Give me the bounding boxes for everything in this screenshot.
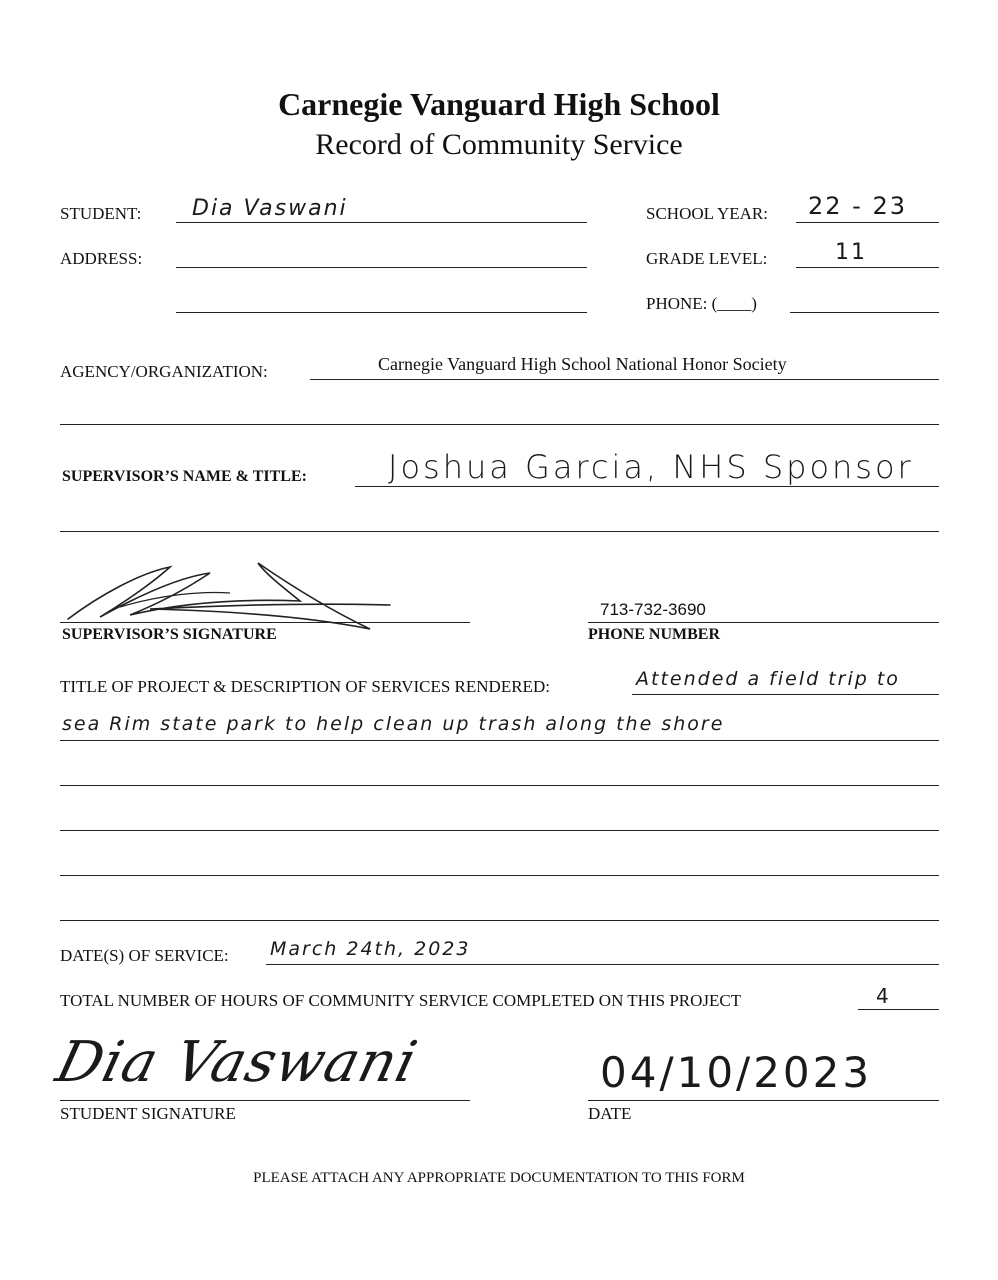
student-line — [176, 222, 587, 223]
supervisor-phone-field[interactable]: 713-732-3690 — [600, 600, 706, 619]
agency-line-2[interactable] — [60, 424, 939, 425]
student-signature-graphic: Dia Vaswani — [49, 1030, 424, 1095]
student-name-field[interactable]: Dia Vaswani — [192, 196, 348, 221]
address-line-1[interactable] — [176, 267, 587, 268]
supervisor-name-label: SUPERVISOR’S NAME & TITLE: — [62, 468, 307, 485]
project-line-6[interactable] — [60, 920, 939, 921]
grade-level-field[interactable]: 11 — [835, 240, 867, 265]
project-label: TITLE OF PROJECT & DESCRIPTION OF SERVICES RENDERED: — [60, 677, 550, 696]
school-year-line — [796, 222, 939, 223]
project-line-5[interactable] — [60, 875, 939, 876]
school-year-label: SCHOOL YEAR: — [646, 204, 768, 223]
project-line-3[interactable] — [60, 785, 939, 786]
supervisor-phone-line — [588, 622, 939, 623]
date-line — [588, 1100, 939, 1101]
project-line-2 — [60, 740, 939, 741]
hours-label: TOTAL NUMBER OF HOURS OF COMMUNITY SERVICE COMPLETED ON THIS PROJECT — [60, 991, 742, 1010]
supervisor-name-line — [355, 486, 939, 487]
agency-field[interactable]: Carnegie Vanguard High School National Honor Society — [378, 354, 787, 374]
date-label: DATE — [588, 1104, 632, 1123]
grade-level-label: GRADE LEVEL: — [646, 249, 768, 268]
hours-field[interactable]: 4 — [876, 984, 891, 1008]
agency-label: AGENCY/ORGANIZATION: — [60, 362, 268, 381]
phone-line[interactable] — [790, 312, 939, 313]
student-signature-label: STUDENT SIGNATURE — [60, 1104, 236, 1123]
dates-field[interactable]: March 24th, 2023 — [270, 938, 471, 960]
dates-label: DATE(S) OF SERVICE: — [60, 946, 229, 965]
project-description-line-2[interactable]: sea Rim state park to help clean up trash along the shore — [62, 713, 725, 735]
project-line-1 — [632, 694, 939, 695]
project-line-4[interactable] — [60, 830, 939, 831]
dates-line — [266, 964, 939, 965]
form-title: Record of Community Service — [315, 128, 683, 161]
school-year-field[interactable]: 22 - 23 — [808, 192, 907, 220]
hours-line — [858, 1009, 939, 1010]
student-label: STUDENT: — [60, 204, 142, 223]
student-signature-line[interactable] — [60, 1100, 470, 1101]
grade-level-line — [796, 267, 939, 268]
agency-line — [310, 379, 939, 380]
supervisor-name-field[interactable]: Joshua Garcia, NHS Sponsor — [388, 448, 914, 486]
phone-number-label: PHONE NUMBER — [588, 626, 720, 643]
supervisor-signature-label: SUPERVISOR’S SIGNATURE — [62, 626, 277, 643]
footer-note: PLEASE ATTACH ANY APPROPRIATE DOCUMENTATION TO THIS FORM — [253, 1170, 745, 1186]
supervisor-signature-line[interactable] — [60, 622, 470, 623]
project-description-line-1[interactable]: Attended a field trip to — [636, 668, 900, 690]
phone-label: PHONE: (____) — [646, 294, 757, 313]
school-name: Carnegie Vanguard High School — [278, 86, 720, 122]
address-line-2[interactable] — [176, 312, 587, 313]
address-label: ADDRESS: — [60, 249, 143, 268]
supervisor-name-line-2[interactable] — [60, 531, 939, 532]
date-field[interactable]: 04/10/2023 — [600, 1048, 873, 1097]
